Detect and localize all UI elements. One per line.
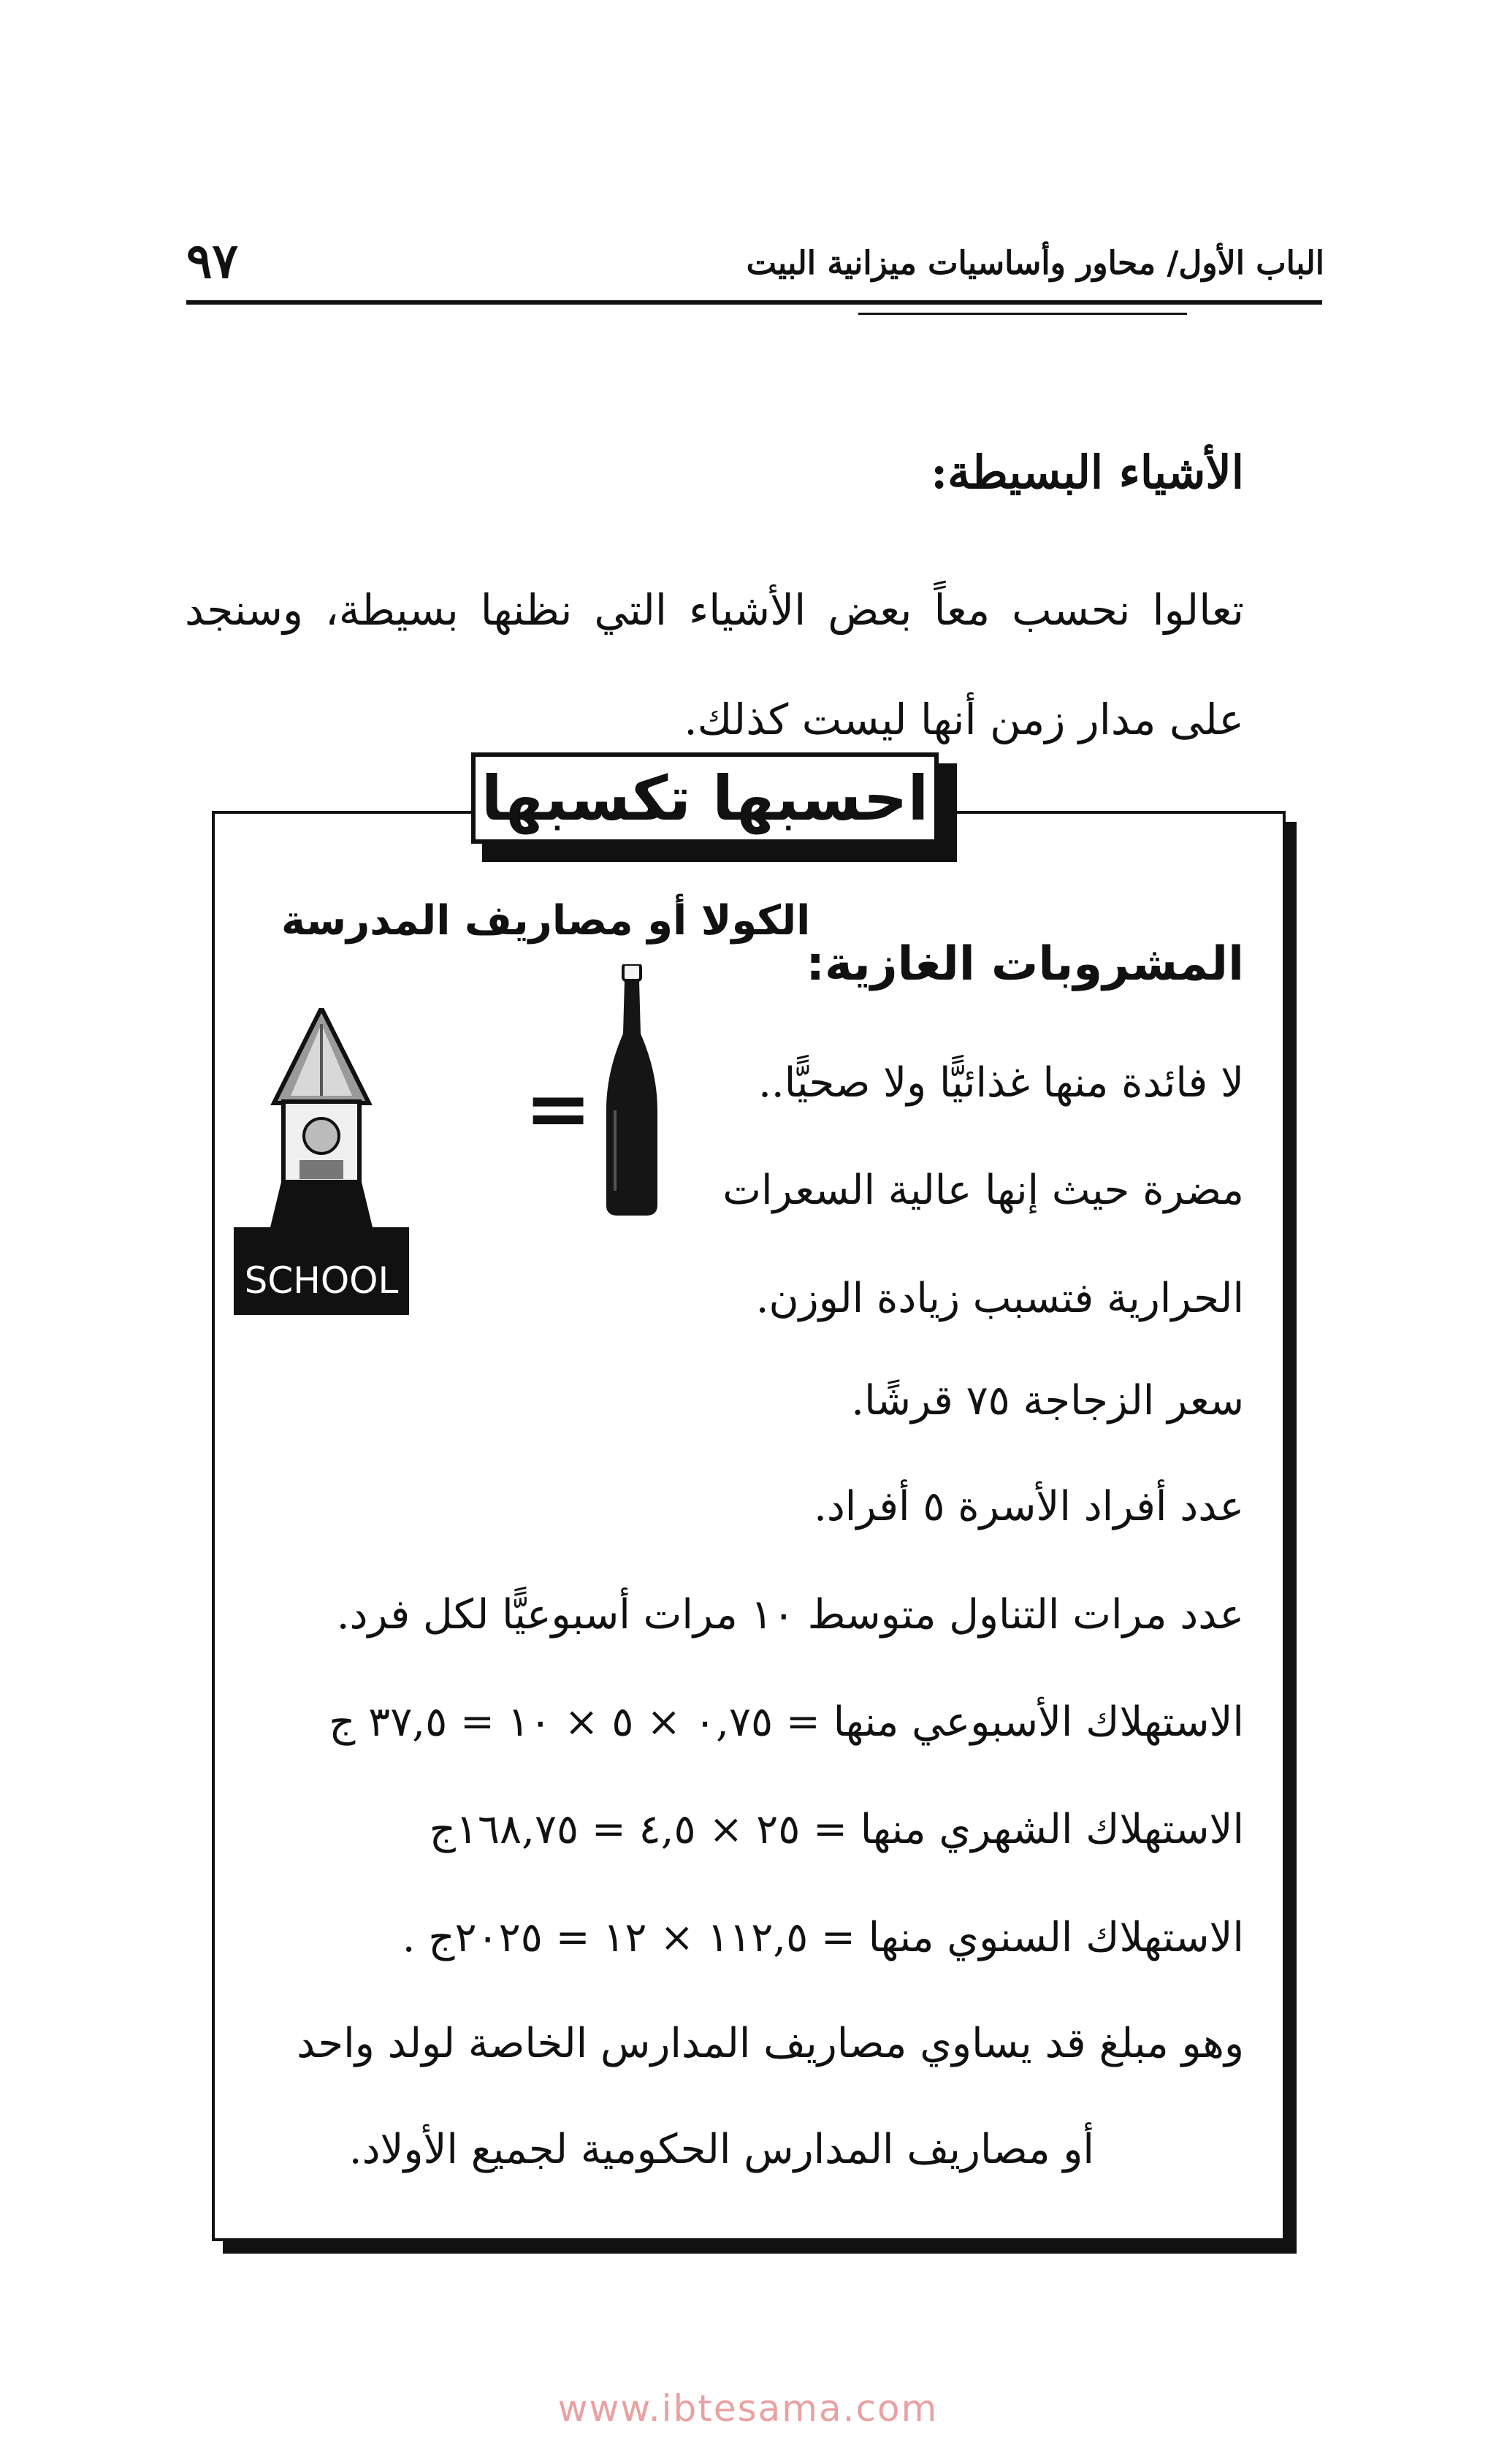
line-5: عدد أفراد الأسرة ٥ أفراد. [814, 1483, 1244, 1530]
running-title: الباب الأول/ محاور وأساسيات ميزانية البيت [746, 245, 1324, 282]
box-title: احسبها تكسبها [471, 752, 939, 844]
monthly-consumption: الاستهلاك الشهري منها = ٢٥ × ٤,٥ = ١٦٨,٧٥ج [429, 1806, 1244, 1853]
intro-paragraph: تعالوا نحسب معاً بعض الأشياء التي نظنها بسيطة، وسنجد على مدار زمن أنها ليست كذلك. [185, 585, 1244, 744]
equals-sign: = [524, 1061, 592, 1155]
cola-bottle-icon [599, 964, 665, 1216]
page-number: ٩٧ [186, 232, 238, 289]
weekly-consumption: الاستهلاك الأسبوعي منها = ٠,٧٥ × ٥ × ١٠ = ٣٧,٥ ج [329, 1698, 1244, 1746]
line-11: أو مصاريف المدارس الحكومية لجميع الأولاد. [348, 2126, 1094, 2173]
header-underline [858, 313, 1187, 315]
line-4: سعر الزجاجة ٧٥ قرشًا. [851, 1377, 1244, 1424]
header-rule [186, 300, 1322, 305]
line-1: لا فائدة منها غذائيًّا ولا صحيًّا.. [758, 1059, 1244, 1107]
line-2: مضرة حيث إنها عالية السعرات [722, 1167, 1244, 1214]
comparison-title: الكولا أو مصاريف المدرسة [281, 897, 811, 945]
watermark: www.ibtesama.com [557, 2387, 939, 2430]
yearly-consumption: الاستهلاك السنوي منها = ١١٢,٥ × ١٢ = ٢٠٢٥ج . [402, 1914, 1244, 1961]
section-title: الأشياء البسيطة: [931, 446, 1244, 499]
drinks-heading: المشروبات الغازية: [806, 937, 1244, 991]
line-3: الحرارية فتسبب زيادة الوزن. [755, 1275, 1244, 1322]
line-10: وهو مبلغ قد يساوي مصاريف المدارس الخاصة لولد واحد [297, 2020, 1244, 2067]
school-icon [234, 1008, 409, 1315]
line-6: عدد مرات التناول متوسط ١٠ مرات أسبوعيًّا لكل فرد. [336, 1591, 1244, 1639]
school-label: SCHOOL [244, 1259, 399, 1302]
